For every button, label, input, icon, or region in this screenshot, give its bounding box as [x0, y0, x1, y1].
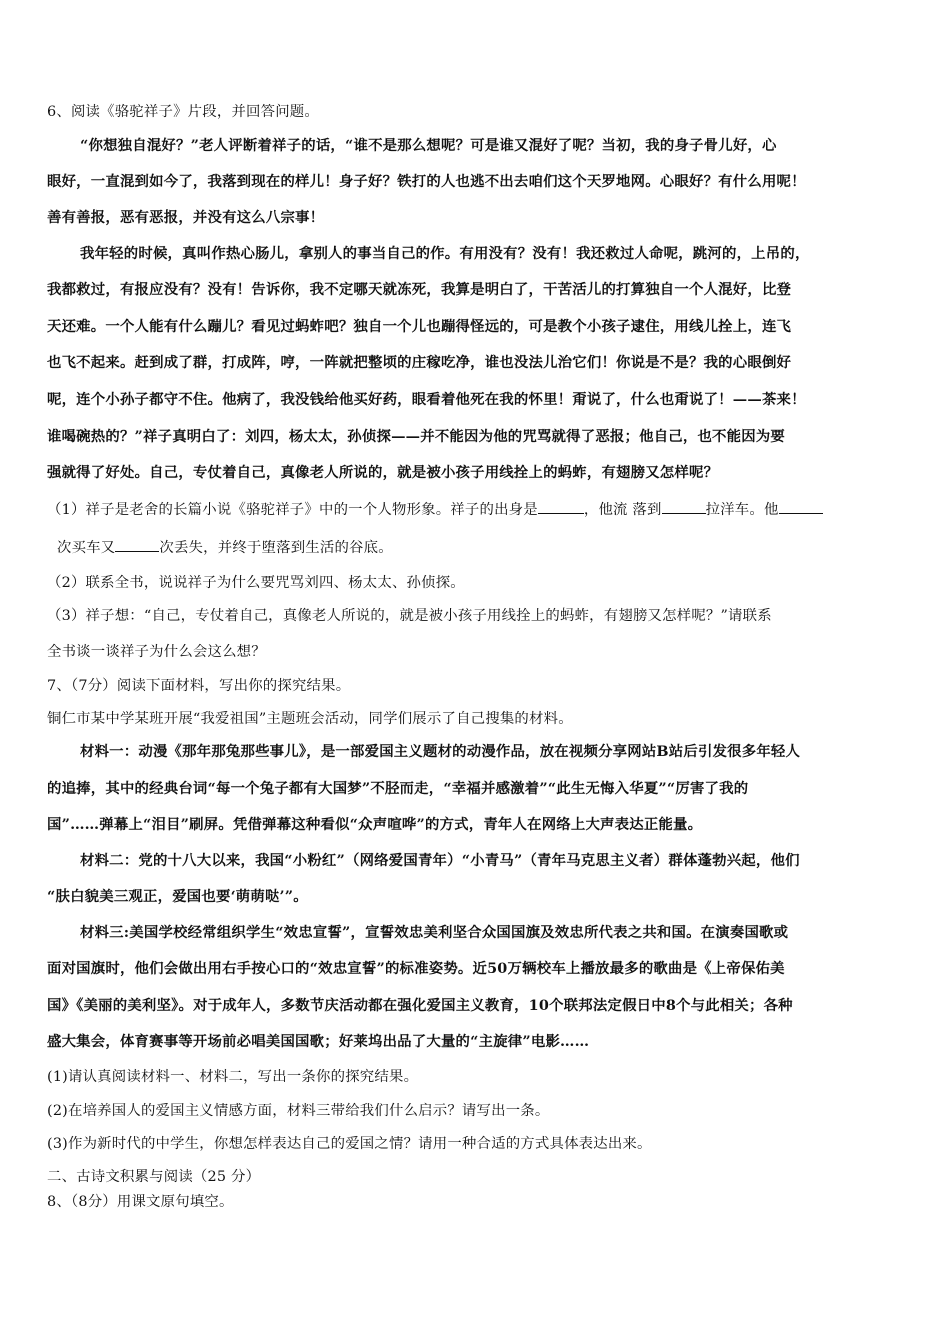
answer-blank-lose-count[interactable] [115, 537, 159, 552]
sub1-text-e: 次丢失，并终于堕落到生活的谷底。 [159, 540, 393, 556]
question-7-intro: 铜仁市某中学某班开展“我爱祖国”主题班会活动，同学们展示了自己搜集的材料。 [47, 711, 573, 727]
question-6-sub3: （3）祥子想：“自己，专仗着自己，真像老人所说的，就是被小孩子用线拴上的蚂蚱，有翅膀又怎样呢？”请联系 [47, 608, 772, 624]
question-7-sub2: (2)在培养国人的爱国主义情感方面，材料三带给我们什么启示？请写出一条。 [47, 1103, 550, 1119]
passage-line: 也飞不起来。赶到成了群，打成阵，哼，一阵就把整顷的庄稼吃净，谁也没法儿治它们！你说是不是？我的心眼倒好 [47, 354, 792, 371]
question-6-sub1-cont [47, 537, 907, 558]
question-6-heading: 6、阅读《骆驼祥子》片段，并回答问题。 [47, 104, 319, 120]
answer-blank-origin[interactable] [538, 499, 584, 514]
passage-line: 我都救过，有报应没有？没有！告诉你，我不定哪天就冻死，我算是明白了，干苦活儿的打算独自一个人混好，比登 [47, 281, 792, 298]
question-6-sub1 [47, 499, 907, 520]
answer-blank-spacer [47, 538, 57, 552]
section-2-heading: 二、古诗文积累与阅读（25 分） [47, 1169, 261, 1185]
material-1-line: 材料一：动漫《那年那兔那些事儿》，是一部爱国主义题材的动漫作品，放在视频分享网站B站后引发很多年轻人 [80, 743, 801, 760]
question-7-heading: 7、（7分）阅读下面材料，写出你的探究结果。 [47, 678, 351, 694]
material-1-line: 的追捧，其中的经典台词“每一个兔子都有大国梦”不胫而走，“幸福并感激着”“此生无悔入华夏”“厉害了我的 [47, 780, 749, 797]
sub1-text-a: （1）祥子是老舍的长篇小说《骆驼祥子》中的一个人物形象。祥子的出身是 [47, 502, 538, 518]
material-3-line: 材料三:美国学校经常组织学生“效忠宣誓”，宣誓效忠美利坚合众国国旗及效忠所代表之共和国。在演奏国歌或 [80, 924, 789, 941]
passage-line: 我年轻的时候，真叫作热心肠儿，拿别人的事当自己的作。有用没有？没有！我还救过人命呢，跳河的，上吊的， [80, 245, 810, 262]
material-2-line: “肤白貌美三观正，爱国也要‘萌萌哒’”。 [47, 888, 308, 905]
material-3-line: 国》《美丽的美利坚》。对于成年人，多数节庆活动都在强化爱国主义教育，10个联邦法定假日中8个与此相关；各种 [47, 997, 793, 1014]
answer-blank-buy-count[interactable] [779, 499, 823, 514]
material-3-line: 面对国旗时，他们会做出用右手按心口的“效忠宣誓”的标准姿势。近50万辆校车上播放最多的歌曲是《上帝保佑美 [47, 960, 785, 977]
passage-line: 强就得了好处。自己，专仗着自己，真像老人所说的，就是被小孩子用线拴上的蚂蚱，有翅膀又怎样呢？ [47, 464, 719, 481]
passage-line: 眼好，一直混到如今了，我落到现在的样儿！身子好？铁打的人也逃不出去咱们这个天罗地网。心眼好？有什么用呢！ [47, 173, 806, 190]
material-3-line: 盛大集会，体育赛事等开场前必唱美国国歌；好莱坞出品了大量的“主旋律”电影…… [47, 1033, 590, 1050]
passage-line: “你想独自混好？”老人评断着祥子的话，“谁不是那么想呢？可是谁又混好了呢？当初，我的身子骨儿好，心 [80, 137, 777, 154]
question-7-sub1: (1)请认真阅读材料一、材料二，写出一条你的探究结果。 [47, 1069, 419, 1085]
material-1-line: 国”……弹幕上“泪目”刷屏。凭借弹幕这种看似“众声喧哗”的方式，青年人在网络上大声表达正能量。 [47, 816, 703, 833]
question-7-sub3: (3)作为新时代的中学生，你想怎样表达自己的爱国之情？请用一种合适的方式具体表达出来。 [47, 1136, 652, 1152]
passage-line: 呢，连个小孙子都守不住。他病了，我没钱给他买好药，眼看着他死在我的怀里！甭说了，什么也甭说了！——茶来！ [47, 391, 806, 408]
question-6-sub3-cont: 全书谈一谈祥子为什么会这么想？ [47, 644, 266, 660]
answer-blank-place[interactable] [662, 499, 706, 514]
passage-line: 天还难。一个人能有什么蹦儿？看见过蚂蚱吧？独自一个儿也蹦得怪远的，可是教个小孩子逮住，用线儿拴上，连飞 [47, 318, 792, 335]
sub1-text-d: 次买车又 [57, 540, 116, 556]
material-2-line: 材料二：党的十八大以来，我国“小粉红”（网络爱国青年）“小青马”（青年马克思主义者）群体蓬勃兴起，他们 [80, 852, 800, 869]
sub1-text-b: ，他流 落到 [583, 502, 662, 518]
passage-line: 善有善报，恶有恶报，并没有这么八宗事！ [47, 209, 325, 226]
sub1-text-c: 拉洋车。他 [705, 502, 779, 518]
question-8-heading: 8、（8分）用课文原句填空。 [47, 1194, 234, 1210]
question-6-sub2: （2）联系全书，说说祥子为什么要咒骂刘四、杨太太、孙侦探。 [47, 575, 465, 591]
passage-line: 谁喝碗热的？”祥子真明白了：刘四，杨太太，孙侦探——并不能因为他的咒骂就得了恶报；他自己，也不能因为要 [47, 428, 786, 445]
